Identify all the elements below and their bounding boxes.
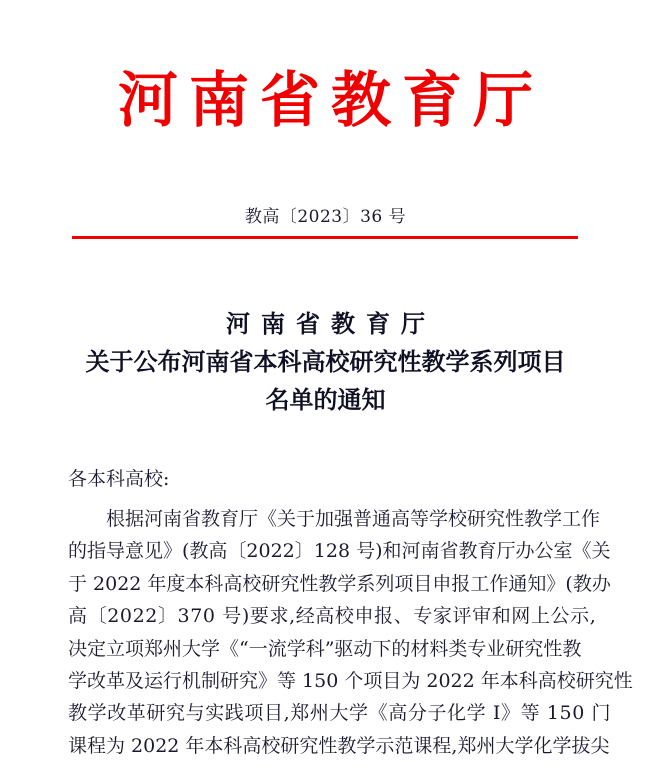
agency-masthead: 河南省教育厅 [118,66,544,136]
body-line: 学改革及运行机制研究》等 150 个项目为 2022 年本科高校研究性 [68,669,633,692]
body-paragraph [68,503,633,762]
body-line: 的指导意见》(教高〔2022〕128 号)和河南省教育厅办公室《关 [68,540,611,563]
title-line-subject-cont: 名单的通知 [265,385,386,414]
body-line: 教学改革研究与实践项目,郑州大学《高分子化学 I》等 150 门 [68,702,612,725]
title-block [0,305,651,419]
red-separator-rule [72,236,578,239]
document-number: 教高〔2023〕36 号 [244,207,407,227]
body-line: 决定立项郑州大学《“一流学科”驱动下的材料类专业研究性教 [68,637,582,660]
title-line-agency: 河南省教育厅 [226,309,436,338]
title-line-subject: 关于公布河南省本科高校研究性教学系列项目 [85,347,566,376]
body-line: 课程为 2022 年本科高校研究性教学示范课程,郑州大学化学拔尖 [68,734,610,757]
salutation: 各本科高校: [68,468,170,490]
body-line: 根据河南省教育厅《关于加强普通高等学校研究性教学工作 [106,508,601,530]
body-line: 于 2022 年度本科高校研究性教学系列项目申报工作通知》(教办 [68,572,611,595]
body-line: 高〔2022〕370 号)要求,经高校申报、专家评审和网上公示, [68,605,597,628]
